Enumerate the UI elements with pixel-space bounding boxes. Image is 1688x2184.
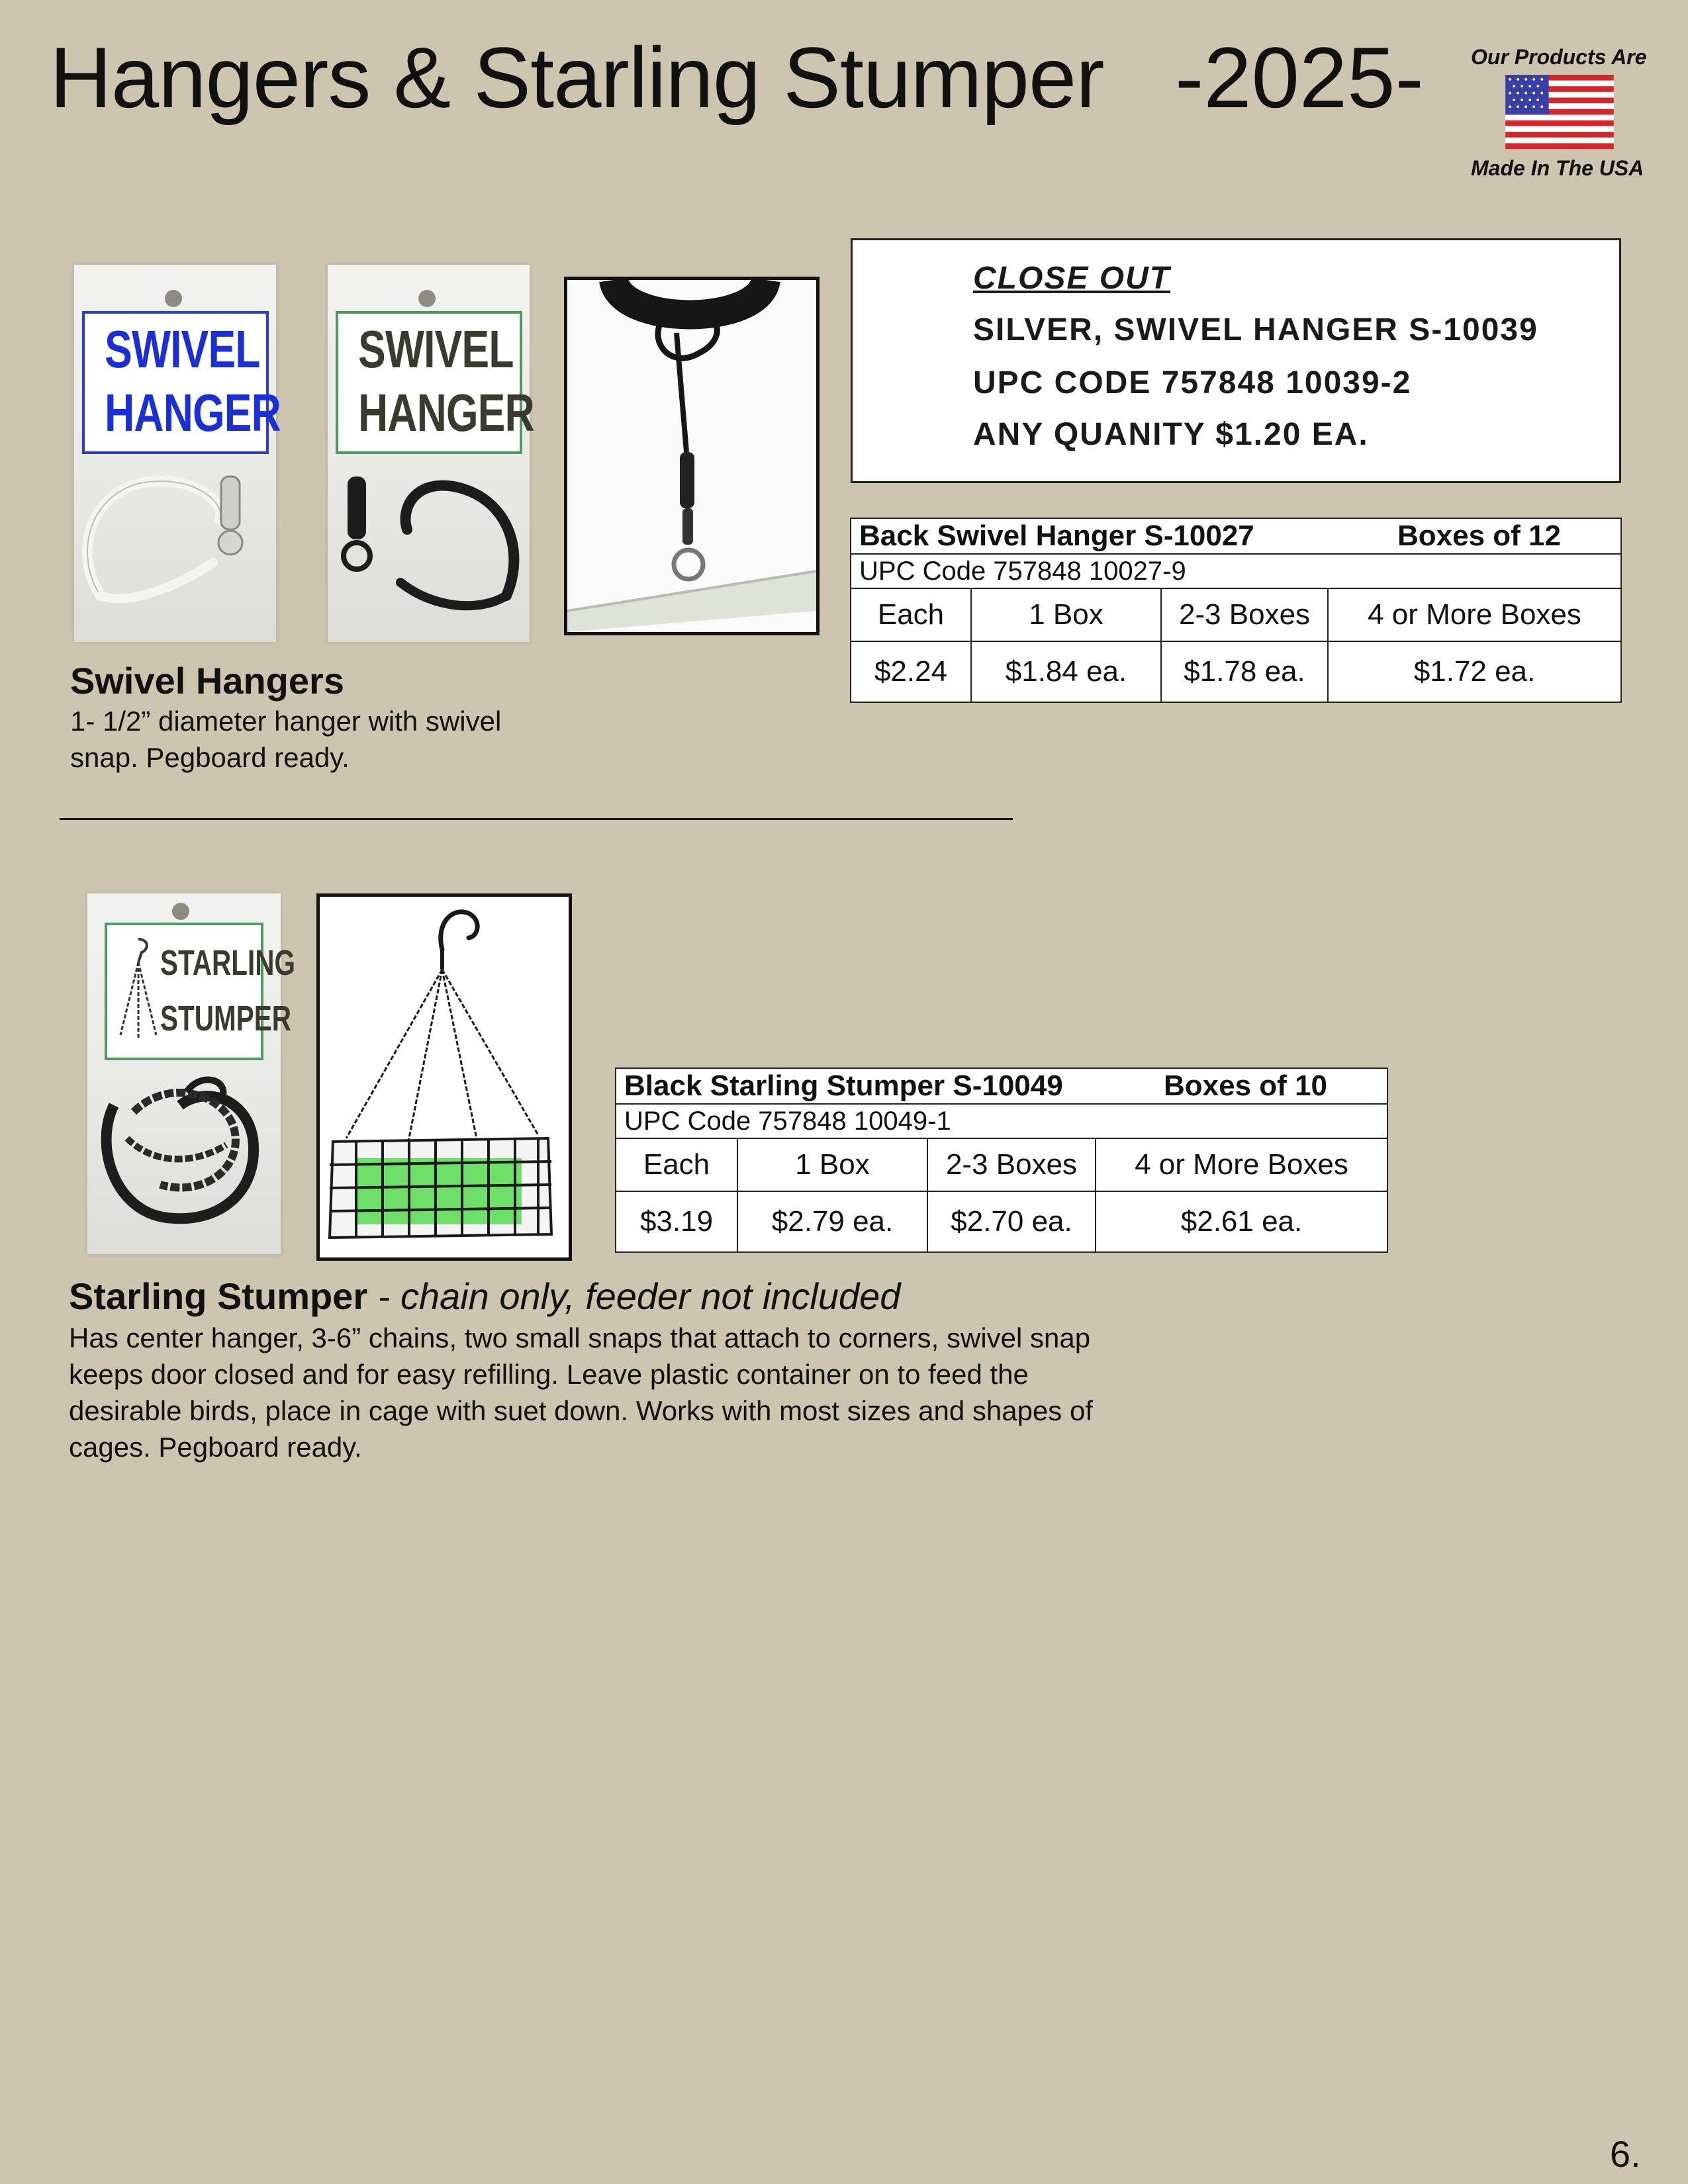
description-line: cages. Pegboard ready. [69, 1432, 362, 1463]
chain-icon [115, 936, 162, 1048]
swivel-hangers-description [70, 703, 501, 776]
price-cell: $1.84 ea. [971, 641, 1161, 702]
peg-hole [418, 290, 436, 307]
starling-stumper-label-card [105, 923, 295, 1060]
price-cell: $2.79 ea. [737, 1191, 927, 1252]
card-text-line2: HANGER [105, 383, 281, 442]
description-line: snap. Pegboard ready. [70, 742, 350, 773]
card-text-line2: STUMPER [160, 999, 292, 1038]
usa-flag-icon [1503, 75, 1617, 149]
black-hanger-hook-icon [328, 457, 530, 635]
upc-code: UPC Code 757848 10049-1 [616, 1104, 1387, 1138]
made-in-usa-bottom-text: Made In The USA [1471, 156, 1644, 180]
card-text-line1: STARLING [160, 943, 295, 983]
column-header: 2-3 Boxes [1161, 588, 1328, 641]
closeout-box [851, 238, 1621, 483]
swivel-hanger-in-use-photo [564, 277, 820, 635]
column-header: 1 Box [971, 588, 1161, 641]
product-name: Black Starling Stumper S-10049 [624, 1069, 1063, 1102]
swivel-hangers-heading: Swivel Hangers [70, 660, 344, 702]
closeout-product: SILVER, SWIVEL HANGER S-10039 [973, 312, 1538, 347]
swivel-hanger-label-card [82, 311, 281, 454]
closeout-title: CLOSE OUT [973, 261, 1171, 296]
column-header: 2-3 Boxes [927, 1138, 1096, 1191]
page-title: Hangers & Starling Stumper [50, 29, 1104, 126]
column-header: Each [616, 1138, 737, 1191]
peg-hole [172, 903, 189, 920]
starling-stumper-description [69, 1320, 1093, 1465]
made-in-usa-top-text: Our Products Are [1471, 45, 1647, 69]
product-subtitle: - chain only, feeder not included [367, 1275, 901, 1317]
swivel-hanger-black-package-photo [328, 265, 534, 642]
card-text-line1: SWIVEL [358, 320, 514, 379]
price-cell: $2.61 ea. [1096, 1191, 1387, 1252]
card-text-line2: HANGER [358, 383, 534, 442]
starling-stumper-cage-photo [316, 893, 572, 1261]
peg-hole [165, 290, 182, 307]
section-divider [60, 818, 1013, 820]
description-line: 1- 1/2” diameter hanger with swivel [70, 705, 502, 737]
box-quantity: Boxes of 12 [1397, 520, 1561, 552]
column-header: Each [851, 588, 971, 641]
description-line: Has center hanger, 3-6” chains, two small snaps that attach to corners, swivel snap [69, 1322, 1091, 1353]
price-cell: $1.78 ea. [1161, 641, 1328, 702]
column-header: 1 Box [737, 1138, 927, 1191]
swivel-hanger-price-table [850, 518, 1622, 703]
card-text-line1: SWIVEL [105, 320, 260, 379]
description-line: desirable birds, place in cage with suet down. Works with most sizes and shapes of [69, 1395, 1093, 1426]
closeout-price: ANY QUANITY $1.20 EA. [973, 417, 1369, 452]
swivel-hanger-label-card-green [336, 311, 534, 454]
product-name: Back Swivel Hanger S-10027 [859, 520, 1254, 552]
table-header [616, 1068, 1387, 1104]
table-header [851, 518, 1621, 554]
black-chain-bundle-icon [87, 1066, 281, 1244]
swivel-hanger-white-package-photo [74, 265, 281, 642]
product-name: Starling Stumper [69, 1275, 368, 1317]
upc-code: UPC Code 757848 10027-9 [851, 554, 1621, 588]
closeout-upc: UPC CODE 757848 10039-2 [973, 365, 1412, 400]
page-number: 6. [1610, 2133, 1641, 2175]
catalog-year: -2025- [1175, 29, 1424, 126]
column-header: 4 or More Boxes [1328, 588, 1621, 641]
price-cell: $2.70 ea. [927, 1191, 1096, 1252]
price-cell: $2.24 [851, 641, 971, 702]
column-header: 4 or More Boxes [1096, 1138, 1387, 1191]
description-line: keeps door closed and for easy refilling. Leave plastic container on to feed the [69, 1359, 1029, 1390]
white-hanger-hook-icon [74, 457, 276, 635]
box-quantity: Boxes of 10 [1164, 1069, 1327, 1102]
starling-stumper-price-table [615, 1068, 1388, 1253]
price-cell: $1.72 ea. [1328, 641, 1621, 702]
starling-stumper-package-photo [87, 893, 295, 1254]
starling-stumper-heading [69, 1275, 900, 1318]
swivel-hanger-hook-icon [567, 280, 816, 632]
hanging-suet-cage-icon [320, 897, 569, 1257]
price-cell: $3.19 [616, 1191, 737, 1252]
